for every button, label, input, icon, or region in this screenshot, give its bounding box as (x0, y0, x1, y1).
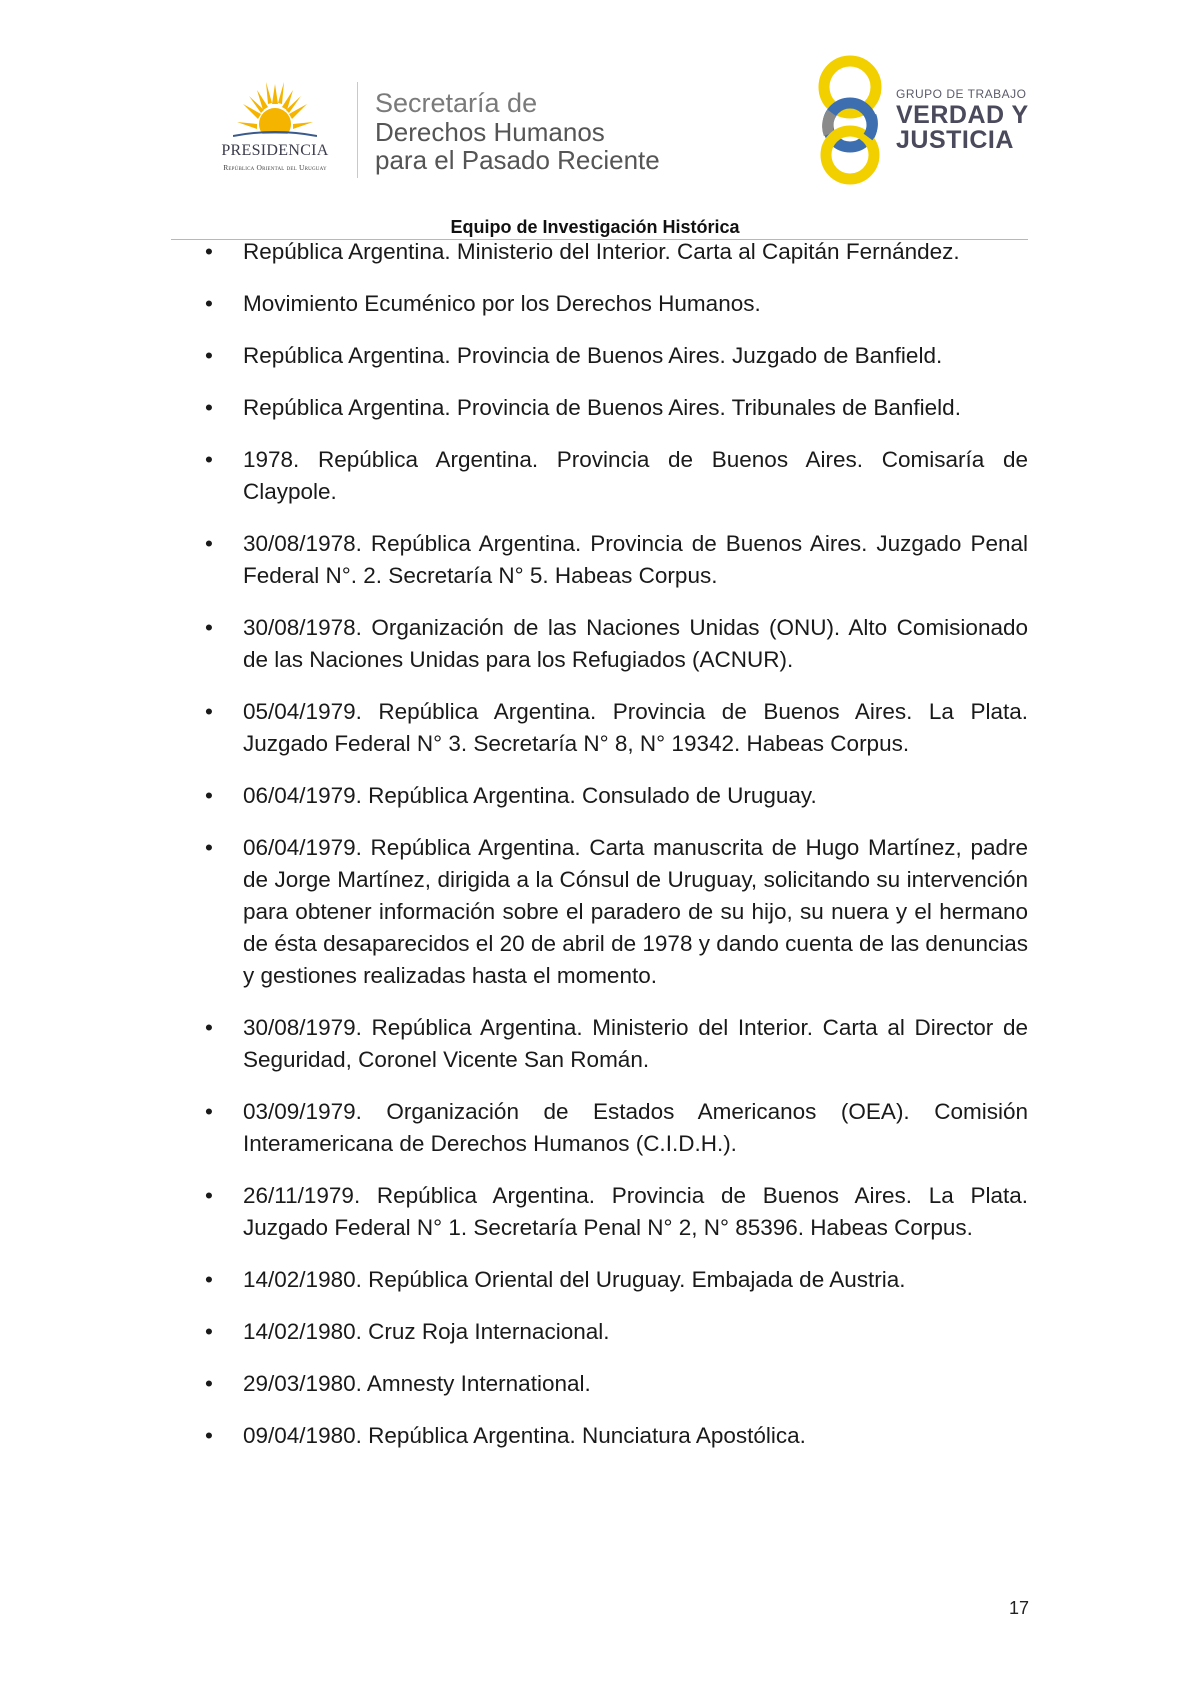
list-item-text: República Argentina. Provincia de Buenos Aires. Juzgado de Banfield. (243, 343, 943, 368)
bullet-icon: • (205, 1319, 213, 1344)
list-item-text: 06/04/1979. República Argentina. Consulado de Uruguay. (243, 783, 817, 808)
list-item (205, 832, 1028, 992)
bullet-icon: • (205, 615, 213, 640)
secretaria-logo (375, 88, 660, 174)
team-title: Equipo de Investigación Histórica (450, 217, 740, 237)
list-item (205, 1012, 1028, 1076)
bullet-icon: • (205, 1267, 213, 1292)
list-item-text: 14/02/1980. Cruz Roja Internacional. (243, 1319, 610, 1344)
presidencia-logo (195, 78, 355, 178)
list-item-text: Movimiento Ecuménico por los Derechos Humanos. (243, 291, 761, 316)
list-item (205, 528, 1028, 592)
list-item-text: 30/08/1978. Organización de las Naciones Unidas (ONU). Alto Comisionado de las Naciones Unidas para los Refugiados (ACNUR). (243, 615, 1028, 672)
list-item-text: 29/03/1980. Amnesty International. (243, 1371, 591, 1396)
secretaria-line1: Secretaría de (375, 88, 538, 118)
list-item-text: 30/08/1979. República Argentina. Ministerio del Interior. Carta al Director de Seguridad, Coronel Vicente San Román. (243, 1015, 1028, 1072)
list-item-text: 09/04/1980. República Argentina. Nunciatura Apostólica. (243, 1423, 806, 1448)
presidencia-subtitle: República Oriental del Uruguay (223, 163, 327, 172)
bullet-icon: • (205, 291, 213, 316)
grupo-line1: GRUPO DE TRABAJO (896, 87, 1027, 101)
sun-icon (233, 78, 317, 144)
bullet-icon: • (205, 783, 213, 808)
page-number: 17 (1008, 1598, 1029, 1618)
list-item-text: 03/09/1979. Organización de Estados Americanos (OEA). Comisión Interamericana de Derechos Humanos (C.I.D.H.). (243, 1099, 1028, 1156)
grupo-line3: JUSTICIA (896, 126, 1014, 154)
interlocked-rings-icon (812, 55, 892, 185)
verdad-justicia-logo (812, 55, 1042, 185)
list-item (205, 1096, 1028, 1160)
list-item-text: 14/02/1980. República Oriental del Uruguay. Embajada de Austria. (243, 1267, 906, 1292)
secretaria-line2: Derechos Humanos (375, 117, 605, 147)
bullet-icon: • (205, 1099, 213, 1124)
bullet-icon: • (205, 531, 213, 556)
list-item (205, 236, 1028, 268)
secretaria-line3: para el Pasado Reciente (375, 145, 660, 175)
list-item-text: 30/08/1978. República Argentina. Provincia de Buenos Aires. Juzgado Penal Federal N°. 2. Secretaría N° 5. Habeas Corpus. (243, 531, 1028, 588)
bullet-icon: • (205, 699, 213, 724)
logo-divider (357, 82, 358, 178)
list-item (205, 340, 1028, 372)
bullet-icon: • (205, 1183, 213, 1208)
list-item (205, 1420, 1028, 1452)
document-list (205, 236, 1028, 1472)
list-item (205, 1316, 1028, 1348)
list-item (205, 392, 1028, 424)
list-item-text: República Argentina. Ministerio del Interior. Carta al Capitán Fernández. (243, 239, 960, 264)
presidencia-name: PRESIDENCIA (221, 142, 329, 159)
list-item (205, 696, 1028, 760)
list-item-text: 05/04/1979. República Argentina. Provincia de Buenos Aires. La Plata. Juzgado Federal N° 3. Secretaría N° 8, N° 19342. Habeas Corpus. (243, 699, 1028, 756)
list-item-text: República Argentina. Provincia de Buenos Aires. Tribunales de Banfield. (243, 395, 961, 420)
list-item (205, 1180, 1028, 1244)
bullet-icon: • (205, 1015, 213, 1040)
grupo-line2: VERDAD Y (896, 101, 1029, 129)
bullet-icon: • (205, 239, 213, 264)
list-item (205, 612, 1028, 676)
list-item (205, 1368, 1028, 1400)
list-item-text: 26/11/1979. República Argentina. Provincia de Buenos Aires. La Plata. Juzgado Federal N° 1. Secretaría Penal N° 2, N° 85396. Habeas Corpus. (243, 1183, 1028, 1240)
list-item (205, 444, 1028, 508)
page-header (0, 0, 1190, 240)
bullet-icon: • (205, 835, 213, 860)
list-item (205, 288, 1028, 320)
list-item (205, 1264, 1028, 1296)
bullet-icon: • (205, 1371, 213, 1396)
bullet-icon: • (205, 395, 213, 420)
list-item-text: 1978. República Argentina. Provincia de Buenos Aires. Comisaría de Claypole. (243, 447, 1028, 504)
bullet-icon: • (205, 343, 213, 368)
bullet-icon: • (205, 1423, 213, 1448)
list-item (205, 780, 1028, 812)
bullet-icon: • (205, 447, 213, 472)
list-item-text: 06/04/1979. República Argentina. Carta manuscrita de Hugo Martínez, padre de Jorge Martínez, dirigida a la Cónsul de Uruguay, solicitando su intervención para obtener información sobre el paradero de su hijo, su nuera y el hermano de ésta desaparecidos el 20 de abril de 1978 y dando cuenta de las denuncias y gestiones realizadas hasta el momento. (243, 835, 1028, 988)
